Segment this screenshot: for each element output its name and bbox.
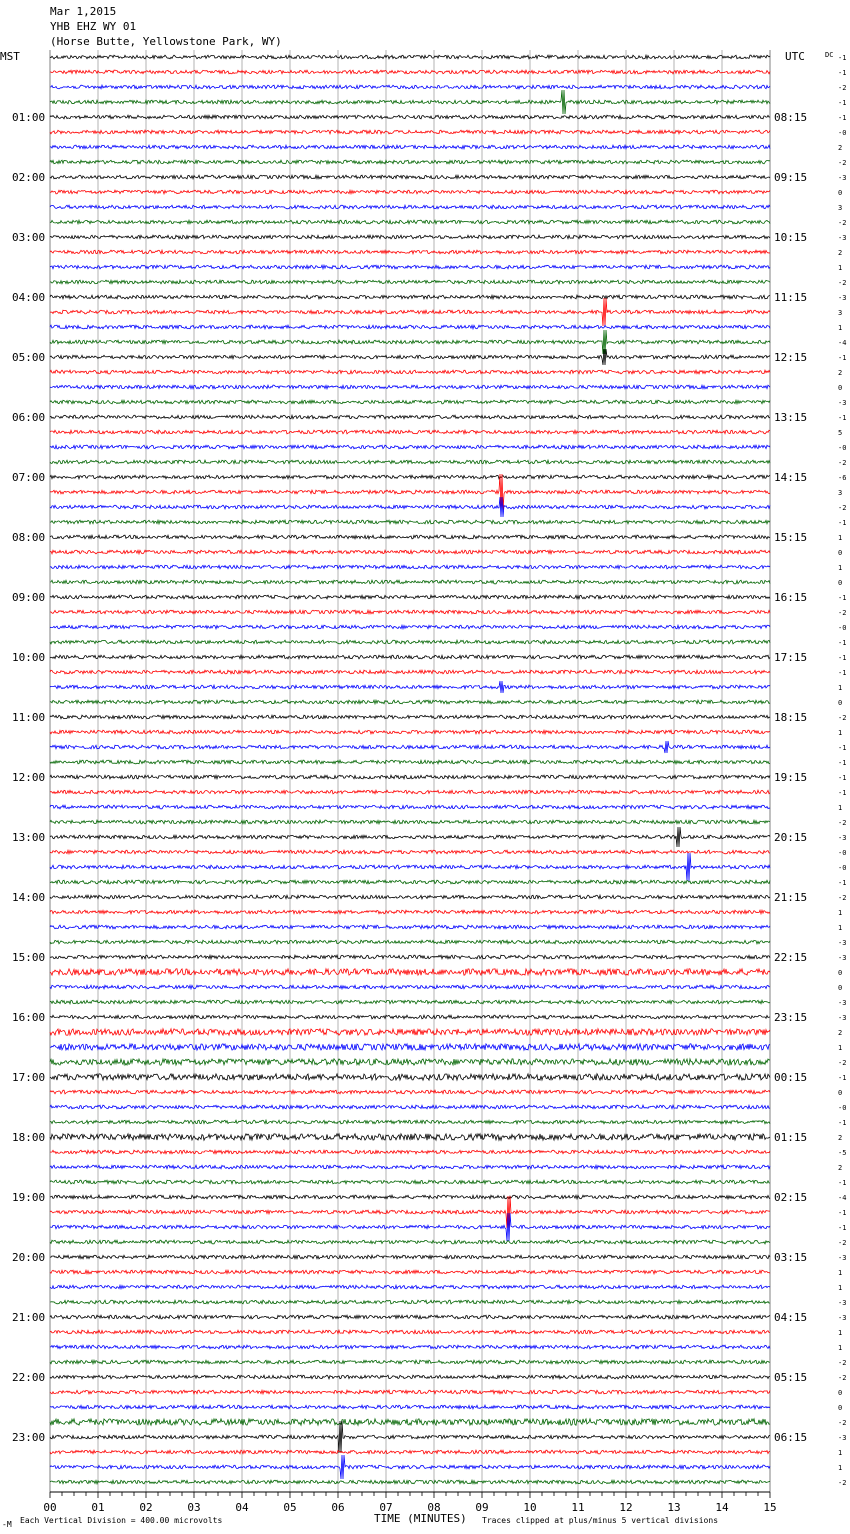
dc-offset-12: -3 (838, 234, 847, 242)
trace-row-68 (50, 1074, 770, 1080)
left-hour-label-2: 02:00 (12, 171, 46, 184)
dc-offset-36: -1 (838, 594, 847, 602)
trace-row-31 (50, 520, 770, 524)
right-hour-label-13: 20:15 (774, 831, 808, 844)
right-hour-label-21: 04:15 (774, 1311, 808, 1324)
trace-row-46 (50, 741, 770, 753)
dc-offset-25: 5 (838, 429, 843, 437)
dc-offset-72: 2 (838, 1134, 843, 1142)
dc-offset-80: -3 (838, 1254, 847, 1262)
trace-row-52 (50, 827, 770, 847)
dc-offset-35: 0 (838, 579, 843, 587)
trace-row-66 (50, 1044, 770, 1050)
dc-offset-7: -2 (838, 159, 847, 167)
trace-row-83 (50, 1300, 770, 1304)
x-tick-label-15: 15 (763, 1501, 777, 1514)
trace-row-73 (50, 1150, 770, 1154)
trace-row-55 (50, 880, 770, 884)
right-timezone-label: UTC (785, 50, 805, 63)
trace-row-37 (50, 610, 770, 614)
x-tick-label-04: 04 (235, 1501, 249, 1514)
dc-offset-66: 1 (838, 1044, 843, 1052)
dc-offset-16: -3 (838, 294, 847, 302)
dc-offset-48: -1 (838, 774, 847, 782)
trace-row-13 (50, 250, 770, 254)
trace-row-4 (50, 115, 770, 119)
dc-offset-42: 1 (838, 684, 843, 692)
dc-offset-6: 2 (838, 144, 843, 152)
trace-row-84 (50, 1315, 770, 1319)
dc-offset-63: -3 (838, 999, 847, 1007)
left-hour-label-23: 23:00 (12, 1431, 46, 1444)
trace-row-88 (50, 1375, 770, 1379)
trace-row-6 (50, 145, 770, 149)
dc-offset-50: 1 (838, 804, 843, 812)
dc-offset-93: 1 (838, 1449, 843, 1457)
dc-offset-37: -2 (838, 609, 847, 617)
dc-offset-77: -1 (838, 1209, 847, 1217)
trace-row-78 (50, 1213, 770, 1241)
trace-row-11 (50, 220, 770, 224)
dc-offset-69: 0 (838, 1089, 843, 1097)
right-hour-label-5: 12:15 (774, 351, 808, 364)
trace-row-56 (50, 895, 770, 899)
trace-row-80 (50, 1255, 770, 1259)
dc-offset-58: 1 (838, 924, 843, 932)
trace-row-77 (50, 1196, 770, 1228)
dc-header-label: DC (825, 51, 834, 59)
dc-offset-89: 0 (838, 1389, 843, 1397)
x-tick-label-13: 13 (667, 1501, 681, 1514)
trace-row-10 (50, 205, 770, 209)
trace-row-33 (50, 550, 770, 554)
trace-row-91 (50, 1419, 770, 1425)
left-hour-label-14: 14:00 (12, 891, 46, 904)
trace-row-94 (50, 1455, 770, 1479)
right-hour-label-3: 10:15 (774, 231, 808, 244)
dc-offset-53: -0 (838, 849, 847, 857)
dc-offset-30: -2 (838, 504, 847, 512)
trace-row-3 (50, 90, 770, 114)
right-hour-label-11: 18:15 (774, 711, 808, 724)
dc-offset-79: -2 (838, 1239, 847, 1247)
dc-offset-10: 3 (838, 204, 843, 212)
dc-offset-94: 1 (838, 1464, 843, 1472)
right-hour-label-9: 16:15 (774, 591, 808, 604)
dc-offset-61: 0 (838, 969, 843, 977)
left-hour-label-4: 04:00 (12, 291, 46, 304)
dc-offset-59: -3 (838, 939, 847, 947)
trace-row-90 (50, 1405, 770, 1409)
x-tick-label-10: 10 (523, 1501, 537, 1514)
trace-row-41 (50, 670, 770, 674)
dc-offset-17: 3 (838, 309, 843, 317)
trace-row-93 (50, 1450, 770, 1454)
dc-offset-88: -2 (838, 1374, 847, 1382)
trace-row-48 (50, 775, 770, 779)
right-hour-label-7: 14:15 (774, 471, 808, 484)
dc-offset-4: -1 (838, 114, 847, 122)
trace-row-39 (50, 640, 770, 644)
left-hour-label-8: 08:00 (12, 531, 46, 544)
dc-offset-32: 1 (838, 534, 843, 542)
dc-offset-73: -5 (838, 1149, 847, 1157)
dc-offset-11: -2 (838, 219, 847, 227)
dc-offset-21: 2 (838, 369, 843, 377)
dc-offset-43: 0 (838, 699, 843, 707)
dc-offset-19: -4 (838, 339, 847, 347)
right-hour-label-10: 17:15 (774, 651, 808, 664)
trace-row-64 (50, 1015, 770, 1019)
trace-row-44 (50, 715, 770, 719)
left-hour-label-16: 16:00 (12, 1011, 46, 1024)
trace-row-38 (50, 625, 770, 629)
trace-row-7 (50, 160, 770, 164)
x-tick-label-02: 02 (139, 1501, 153, 1514)
trace-row-72 (50, 1134, 770, 1140)
dc-offset-9: 0 (838, 189, 843, 197)
trace-row-95 (50, 1480, 770, 1484)
trace-row-75 (50, 1180, 770, 1184)
dc-offset-78: -1 (838, 1224, 847, 1232)
x-tick-label-05: 05 (283, 1501, 297, 1514)
dc-offset-45: 1 (838, 729, 843, 737)
trace-row-63 (50, 1000, 770, 1004)
trace-row-62 (50, 985, 770, 989)
scale-note: Each Vertical Division = 400.00 microvolts (20, 1516, 223, 1525)
dc-offset-24: -1 (838, 414, 847, 422)
dc-offset-67: -2 (838, 1059, 847, 1067)
trace-row-87 (50, 1360, 770, 1364)
trace-row-58 (50, 925, 770, 929)
trace-row-57 (50, 910, 770, 914)
trace-row-1 (50, 70, 770, 74)
dc-offset-54: -0 (838, 864, 847, 872)
left-hour-label-15: 15:00 (12, 951, 46, 964)
trace-group (50, 55, 770, 1484)
trace-row-35 (50, 580, 770, 584)
left-hour-labels (12, 111, 45, 1444)
trace-row-89 (50, 1390, 770, 1394)
dc-offset-84: -3 (838, 1314, 847, 1322)
dc-offset-91: -2 (838, 1419, 847, 1427)
dc-offset-64: -3 (838, 1014, 847, 1022)
left-hour-label-13: 13:00 (12, 831, 46, 844)
dc-offset-55: -1 (838, 879, 847, 887)
right-hour-label-18: 01:15 (774, 1131, 808, 1144)
x-tick-label-09: 09 (475, 1501, 489, 1514)
dc-offset-15: -2 (838, 279, 847, 287)
dc-offset-34: 1 (838, 564, 843, 572)
left-timezone-label: MST (0, 50, 20, 63)
trace-row-76 (50, 1195, 770, 1199)
trace-row-15 (50, 280, 770, 284)
trace-row-43 (50, 700, 770, 704)
right-hour-label-19: 02:15 (774, 1191, 808, 1204)
trace-row-30 (50, 497, 770, 517)
dc-offset-labels (838, 54, 846, 1487)
dc-offset-29: 3 (838, 489, 843, 497)
trace-row-51 (50, 820, 770, 824)
trace-row-40 (50, 655, 770, 659)
trace-row-74 (50, 1165, 770, 1169)
right-hour-label-20: 03:15 (774, 1251, 808, 1264)
dc-offset-82: 1 (838, 1284, 843, 1292)
dc-offset-1: -1 (838, 69, 847, 77)
dc-offset-41: -1 (838, 669, 847, 677)
trace-row-20 (50, 349, 770, 365)
right-hour-label-14: 21:15 (774, 891, 808, 904)
trace-row-0 (50, 55, 770, 59)
x-axis-title: TIME (MINUTES) (374, 1512, 467, 1525)
x-tick-label-14: 14 (715, 1501, 729, 1514)
left-hour-label-19: 19:00 (12, 1191, 46, 1204)
clip-note: Traces clipped at plus/minus 5 vertical divisions (482, 1516, 719, 1525)
trace-row-14 (50, 265, 770, 269)
left-hour-label-17: 17:00 (12, 1071, 46, 1084)
trace-row-17 (50, 298, 770, 326)
trace-row-23 (50, 400, 770, 404)
dc-offset-90: 0 (838, 1404, 843, 1412)
dc-offset-33: 0 (838, 549, 843, 557)
date-label: Mar 1,2015 (50, 5, 117, 18)
right-hour-label-4: 11:15 (774, 291, 808, 304)
dc-offset-5: -0 (838, 129, 847, 137)
dc-offset-2: -2 (838, 84, 847, 92)
trace-row-18 (50, 325, 770, 329)
left-hour-label-6: 06:00 (12, 411, 46, 424)
left-hour-label-3: 03:00 (12, 231, 46, 244)
x-tick-label-07: 07 (379, 1501, 393, 1514)
trace-row-81 (50, 1270, 770, 1274)
trace-row-5 (50, 130, 770, 134)
dc-offset-51: -2 (838, 819, 847, 827)
trace-row-49 (50, 790, 770, 794)
dc-offset-31: -1 (838, 519, 847, 527)
trace-row-86 (50, 1345, 770, 1349)
left-hour-label-5: 05:00 (12, 351, 46, 364)
trace-row-82 (50, 1285, 770, 1289)
x-tick-label-00: 00 (43, 1501, 57, 1514)
dc-offset-28: -6 (838, 474, 847, 482)
dc-offset-20: -1 (838, 354, 847, 362)
trace-row-67 (50, 1059, 770, 1065)
trace-row-27 (50, 460, 770, 464)
left-hour-label-20: 20:00 (12, 1251, 46, 1264)
right-hour-label-17: 00:15 (774, 1071, 808, 1084)
trace-row-25 (50, 430, 770, 434)
x-tick-label-06: 06 (331, 1501, 345, 1514)
dc-offset-83: -3 (838, 1299, 847, 1307)
left-hour-label-1: 01:00 (12, 111, 46, 124)
dc-offset-76: -4 (838, 1194, 847, 1202)
x-tick-label-12: 12 (619, 1501, 633, 1514)
right-hour-label-8: 15:15 (774, 531, 808, 544)
dc-offset-65: 2 (838, 1029, 843, 1037)
dc-offset-71: -1 (838, 1119, 847, 1127)
trace-row-19 (50, 330, 770, 354)
right-hour-label-22: 05:15 (774, 1371, 808, 1384)
trace-row-12 (50, 235, 770, 239)
trace-row-61 (50, 969, 770, 975)
dc-offset-86: 1 (838, 1344, 843, 1352)
dc-offset-56: -2 (838, 894, 847, 902)
trace-row-60 (50, 955, 770, 959)
trace-row-70 (50, 1105, 770, 1109)
station-label: YHB EHZ WY 01 (50, 20, 137, 33)
dc-offset-60: -3 (838, 954, 847, 962)
dc-offset-46: -1 (838, 744, 847, 752)
x-tick-label-01: 01 (91, 1501, 105, 1514)
dc-offset-47: -1 (838, 759, 847, 767)
left-hour-label-12: 12:00 (12, 771, 46, 784)
dc-offset-3: -1 (838, 99, 847, 107)
dc-offset-70: -0 (838, 1104, 847, 1112)
dc-offset-23: -3 (838, 399, 847, 407)
location-label: (Horse Butte, Yellowstone Park, WY) (50, 35, 282, 48)
dc-offset-85: 1 (838, 1329, 843, 1337)
dc-offset-27: -2 (838, 459, 847, 467)
dc-offset-57: 1 (838, 909, 843, 917)
trace-row-79 (50, 1240, 770, 1244)
trace-row-32 (50, 535, 770, 539)
right-hour-label-16: 23:15 (774, 1011, 808, 1024)
trace-row-69 (50, 1090, 770, 1094)
trace-row-2 (50, 85, 770, 89)
trace-row-21 (50, 370, 770, 374)
right-hour-label-6: 13:15 (774, 411, 808, 424)
dc-offset-44: -2 (838, 714, 847, 722)
dc-offset-26: -0 (838, 444, 847, 452)
right-hour-label-15: 22:15 (774, 951, 808, 964)
x-tick-label-11: 11 (571, 1501, 585, 1514)
trace-row-28 (50, 475, 770, 479)
left-hour-label-10: 10:00 (12, 651, 46, 664)
dc-offset-14: 1 (838, 264, 843, 272)
dc-offset-95: -2 (838, 1479, 847, 1487)
dc-offset-8: -3 (838, 174, 847, 182)
dc-offset-52: -3 (838, 834, 847, 842)
dc-offset-75: -1 (838, 1179, 847, 1187)
trace-row-59 (50, 940, 770, 944)
right-hour-label-12: 19:15 (774, 771, 808, 784)
trace-row-54 (50, 853, 770, 881)
trace-row-34 (50, 565, 770, 569)
left-hour-label-21: 21:00 (12, 1311, 46, 1324)
trace-row-71 (50, 1120, 770, 1124)
right-hour-labels (774, 111, 807, 1444)
dc-offset-62: 0 (838, 984, 843, 992)
dc-offset-22: 0 (838, 384, 843, 392)
left-hour-label-22: 22:00 (12, 1371, 46, 1384)
dc-offset-74: 2 (838, 1164, 843, 1172)
trace-row-92 (50, 1421, 770, 1453)
trace-row-36 (50, 595, 770, 599)
trace-row-29 (50, 474, 770, 510)
trace-row-50 (50, 805, 770, 809)
right-hour-label-23: 06:15 (774, 1431, 808, 1444)
x-tick-label-08: 08 (427, 1501, 441, 1514)
left-hour-label-9: 09:00 (12, 591, 46, 604)
dc-offset-87: -2 (838, 1359, 847, 1367)
dc-offset-39: -1 (838, 639, 847, 647)
right-hour-label-2: 09:15 (774, 171, 808, 184)
trace-row-45 (50, 730, 770, 734)
left-hour-label-7: 07:00 (12, 471, 46, 484)
trace-row-85 (50, 1330, 770, 1334)
dc-offset-92: -3 (838, 1434, 847, 1442)
dc-offset-68: -1 (838, 1074, 847, 1082)
trace-row-9 (50, 190, 770, 194)
dc-offset-13: 2 (838, 249, 843, 257)
left-hour-label-11: 11:00 (12, 711, 46, 724)
dc-offset-0: -1 (838, 54, 847, 62)
trace-row-53 (50, 850, 770, 854)
x-tick-label-03: 03 (187, 1501, 201, 1514)
trace-row-22 (50, 385, 770, 389)
trace-row-47 (50, 760, 770, 764)
dc-offset-49: -1 (838, 789, 847, 797)
trace-row-26 (50, 445, 770, 449)
trace-row-16 (50, 295, 770, 299)
dc-offset-18: 1 (838, 324, 843, 332)
dc-offset-81: 1 (838, 1269, 843, 1277)
dc-offset-40: -1 (838, 654, 847, 662)
trace-row-42 (50, 681, 770, 693)
trace-row-65 (50, 1029, 770, 1035)
left-hour-label-18: 18:00 (12, 1131, 46, 1144)
right-hour-label-1: 08:15 (774, 111, 808, 124)
trace-row-24 (50, 415, 770, 419)
trace-row-8 (50, 175, 770, 179)
x-axis (43, 1492, 776, 1514)
dc-offset-38: -0 (838, 624, 847, 632)
corner-mark: -M (2, 1520, 12, 1529)
